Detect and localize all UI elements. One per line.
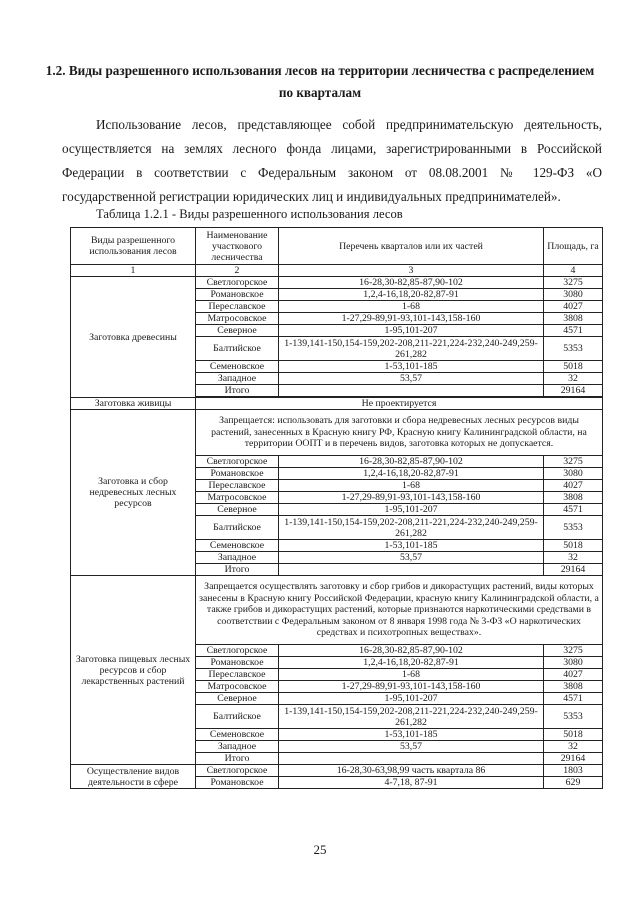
use-type-cell: Заготовка древесины: [71, 277, 196, 398]
area-cell: 5353: [544, 705, 603, 729]
quarters-cell: 53,57: [279, 741, 544, 753]
quarters-cell: 1-53,101-185: [279, 361, 544, 373]
header-use-type: Виды разрешенного использования лесов: [71, 228, 196, 265]
quarters-cell: 1-139,141-150,154-159,202-208,211-221,224-232,240-249,259-261,282: [279, 337, 544, 361]
resin-note: Не проектируется: [196, 398, 603, 410]
area-cell: 32: [544, 552, 603, 564]
district-cell: Северное: [196, 325, 279, 337]
quarters-cell: 53,57: [279, 552, 544, 564]
quarters-cell: 1,2,4-16,18,20-82,87-91: [279, 468, 544, 480]
quarters-cell: 1-139,141-150,154-159,202-208,211-221,224-232,240-249,259-261,282: [279, 516, 544, 540]
district-cell: Переславское: [196, 480, 279, 492]
district-cell: Семеновское: [196, 540, 279, 552]
area-cell: 629: [544, 777, 603, 789]
district-cell: Балтийское: [196, 337, 279, 361]
total-empty: [279, 385, 544, 397]
area-cell: 4571: [544, 504, 603, 516]
district-cell: Балтийское: [196, 705, 279, 729]
area-cell: 3275: [544, 645, 603, 657]
use-type-cell: Осуществление видов деятельности в сфере: [71, 765, 196, 789]
heading-line-1: 1.2. Виды разрешенного использования лесов на территории лесничества с распределением: [45, 63, 595, 78]
district-cell: Светлогорское: [196, 456, 279, 468]
area-cell: 3275: [544, 277, 603, 289]
quarters-cell: 1,2,4-16,18,20-82,87-91: [279, 289, 544, 301]
area-cell: 4571: [544, 325, 603, 337]
table-row: [71, 765, 603, 777]
quarters-cell: 1-95,101-207: [279, 504, 544, 516]
page-number: 25: [313, 842, 327, 857]
quarters-cell: 1-139,141-150,154-159,202-208,211-221,224-232,240-249,259-261,282: [279, 705, 544, 729]
table-row: [71, 410, 603, 456]
quarters-cell: 1-27,29-89,91-93,101-143,158-160: [279, 681, 544, 693]
area-cell: 5018: [544, 729, 603, 741]
area-cell: 5018: [544, 540, 603, 552]
area-cell: 3080: [544, 289, 603, 301]
table-header-row: [71, 228, 603, 265]
use-type-cell: Заготовка пищевых лесных ресурсов и сбор лекарственных растений: [71, 576, 196, 765]
total-label: Итого: [196, 564, 279, 576]
area-cell: 3808: [544, 492, 603, 504]
column-number: 4: [544, 265, 603, 277]
area-cell: 3808: [544, 681, 603, 693]
quarters-cell: 1-95,101-207: [279, 693, 544, 705]
total-area: 29164: [544, 385, 603, 397]
quarters-cell: 1-27,29-89,91-93,101-143,158-160: [279, 313, 544, 325]
district-cell: Семеновское: [196, 729, 279, 741]
header-area: Площадь, га: [544, 228, 603, 265]
area-cell: 4027: [544, 301, 603, 313]
district-cell: Романовское: [196, 468, 279, 480]
total-label: Итого: [196, 753, 279, 765]
district-cell: Западное: [196, 741, 279, 753]
area-cell: 32: [544, 741, 603, 753]
quarters-cell: 1-53,101-185: [279, 540, 544, 552]
quarters-cell: 1,2,4-16,18,20-82,87-91: [279, 657, 544, 669]
area-cell: 3808: [544, 313, 603, 325]
intro-paragraph: [62, 113, 602, 209]
area-cell: 5018: [544, 361, 603, 373]
area-cell: 3275: [544, 456, 603, 468]
quarters-cell: 1-27,29-89,91-93,101-143,158-160: [279, 492, 544, 504]
district-cell: Западное: [196, 373, 279, 385]
total-label: Итого: [196, 385, 279, 397]
district-cell: Матросовское: [196, 681, 279, 693]
quarters-cell: 1-95,101-207: [279, 325, 544, 337]
heading-line-2: по кварталам: [278, 85, 362, 100]
district-cell: Переславское: [196, 669, 279, 681]
section-heading: [40, 60, 600, 104]
total-area: 29164: [544, 753, 603, 765]
column-number: 3: [279, 265, 544, 277]
table-row: [71, 398, 603, 410]
total-empty: [279, 564, 544, 576]
forest-use-table: [70, 227, 603, 789]
district-cell: Северное: [196, 693, 279, 705]
district-cell: Семеновское: [196, 361, 279, 373]
use-type-cell: Заготовка живицы: [71, 398, 196, 410]
table-row: [71, 576, 603, 645]
district-cell: Балтийское: [196, 516, 279, 540]
area-cell: 3080: [544, 657, 603, 669]
total-empty: [279, 753, 544, 765]
area-cell: 5353: [544, 516, 603, 540]
district-cell: Переславское: [196, 301, 279, 313]
table-row: [71, 277, 603, 289]
area-cell: 4027: [544, 480, 603, 492]
area-cell: 3080: [544, 468, 603, 480]
district-cell: Западное: [196, 552, 279, 564]
area-cell: 1803: [544, 765, 603, 777]
intro-paragraph-text: Использование лесов, представляющее собой предпринимательскую деятельность, осуществляется на землях лесного фонда лицами, зарегистрированными в Российской Федерации в соответствии с Федеральным законом от 08.08.2001 № 129-ФЗ «О государственной регистрации юридических лиц и индивидуальных предпринимателей».: [62, 117, 602, 204]
district-cell: Светлогорское: [196, 765, 279, 777]
district-cell: Романовское: [196, 777, 279, 789]
quarters-cell: 16-28,30-82,85-87,90-102: [279, 645, 544, 657]
nontimber-note: Запрещается: использовать для заготовки и сбора недревесных лесных ресурсов виды растений, занесенных в Красную книгу РФ, Красную книгу Калининградской области, на территории ООПТ и в перечень видов, заготовка которых не допускается.: [196, 410, 603, 456]
column-number: 2: [196, 265, 279, 277]
quarters-cell: 16-28,30-82,85-87,90-102: [279, 277, 544, 289]
column-number: 1: [71, 265, 196, 277]
table-caption: Таблица 1.2.1 - Виды разрешенного использования лесов: [96, 207, 403, 221]
header-quarters: Перечень кварталов или их частей: [279, 228, 544, 265]
district-cell: Матросовское: [196, 313, 279, 325]
district-cell: Светлогорское: [196, 645, 279, 657]
food-note: Запрещается осуществлять заготовку и сбор грибов и дикорастущих растений, виды которых занесены в Красную книгу Российской Федерации, красную книгу Калининградской области, а также грибов и дикорастущих растений, которые признаются наркотическими средствами в соответствии с Федеральным законом от 8 января 1998 года № 3-ФЗ «О наркотических средствах и психотропных веществах».: [196, 576, 603, 645]
district-cell: Светлогорское: [196, 277, 279, 289]
area-cell: 5353: [544, 337, 603, 361]
quarters-cell: 16-28,30-82,85-87,90-102: [279, 456, 544, 468]
use-type-cell: Заготовка и сбор недревесных лесных ресурсов: [71, 410, 196, 576]
table-number-row: [71, 265, 603, 277]
total-area: 29164: [544, 564, 603, 576]
area-cell: 4571: [544, 693, 603, 705]
quarters-cell: 4-7,18, 87-91: [279, 777, 544, 789]
quarters-cell: 1-53,101-185: [279, 729, 544, 741]
area-cell: 32: [544, 373, 603, 385]
quarters-cell: 1-68: [279, 669, 544, 681]
quarters-cell: 53,57: [279, 373, 544, 385]
district-cell: Северное: [196, 504, 279, 516]
quarters-cell: 1-68: [279, 301, 544, 313]
district-cell: Романовское: [196, 657, 279, 669]
area-cell: 4027: [544, 669, 603, 681]
district-cell: Матросовское: [196, 492, 279, 504]
quarters-cell: 1-68: [279, 480, 544, 492]
quarters-cell: 16-28,30-63,98,99 часть квартала 86: [279, 765, 544, 777]
header-district: Наименование участкового лесничества: [196, 228, 279, 265]
district-cell: Романовское: [196, 289, 279, 301]
